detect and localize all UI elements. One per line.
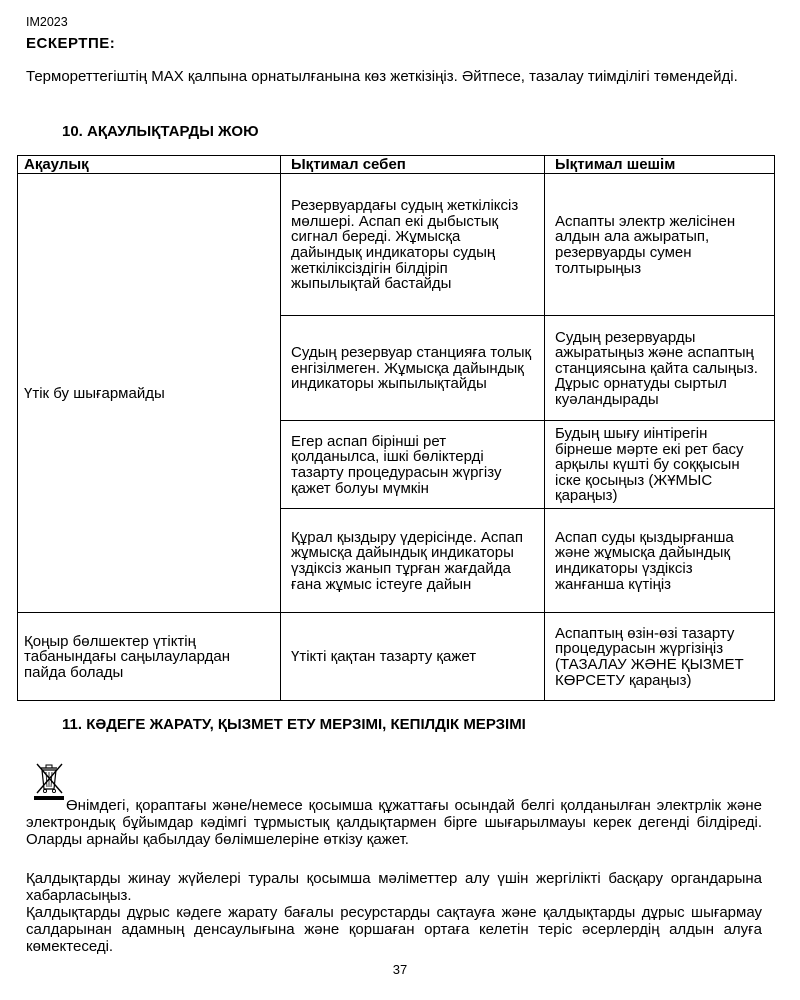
solution-cell: Аспап суды қыздырғанша және жұмысқа дайындық индикаторы үздіксіз жанғанша күтіңіз — [545, 509, 775, 613]
cause-cell: Резервуардағы судың жеткіліксіз мөлшері. Аспап екі дыбыстық сигнал береді. Жұмысқа дайындық индикаторы судың жеткіліксіздігін білдіріп жыпылықтай бастайды — [281, 174, 545, 316]
cause-cell: Құрал қыздыру үдерісінде. Аспап жұмысқа дайындық индикаторы үздіксіз жанып тұрған жағдайда ғана жұмыс істеуге дайын — [281, 509, 545, 613]
cause-cell: Үтікті қақтан тазарту қажет — [281, 613, 545, 701]
section-10-heading: 10. АҚАУЛЫҚТАРДЫ ЖОЮ — [62, 123, 259, 140]
problem-cell: Қоңыр бөлшектер үтіктің табанындағы саңылаулардан пайда болады — [18, 613, 281, 701]
crossed-bin-icon — [32, 762, 66, 800]
troubleshooting-table — [17, 155, 775, 701]
disposal-paragraph-2: Қалдықтарды жинау жүйелері туралы қосымша мәліметтер алу үшін жергілікті басқару органдарына хабарласыңыз. — [26, 870, 762, 904]
table-row — [18, 613, 775, 701]
disposal-paragraph-1: Өнімдегі, қораптағы және/немесе қосымша құжаттағы осындай белгі қолданылған электрлік және электрондық бұйымдар кәдімгі тұрмыстық қалдықтармен бірге шығарылмауы керек дегенді білдіреді. Оларды арнайы қабылдау бөлімшелеріне өткізу қажет. — [26, 797, 762, 848]
solution-cell: Аспапты электр желісінен алдын ала ажыратып, резервуарды сумен толтырыңыз — [545, 174, 775, 316]
page-number: 37 — [392, 962, 408, 977]
table-header-row — [18, 156, 775, 174]
solution-cell: Будың шығу иінтірегін бірнеше мәрте екі рет басу арқылы күшті бу соққысын іске қосыңыз (ЖҰМЫС қараңыз) — [545, 421, 775, 509]
model-code: IM2023 — [26, 15, 68, 29]
cause-cell: Судың резервуар станцияға толық енгізілмеген. Жұмысқа дайындық индикаторы жыпылықтайды — [281, 316, 545, 421]
section-11-heading: 11. КӘДЕГЕ ЖАРАТУ, ҚЫЗМЕТ ЕТУ МЕРЗІМІ, КЕПІЛДІК МЕРЗІМІ — [62, 716, 526, 733]
solution-cell: Аспаптың өзін-өзі тазарту процедурасын жүргізіңіз (ТАЗАЛАУ ЖӘНЕ ҚЫЗМЕТ КӨРСЕТУ қараңыз) — [545, 613, 775, 701]
problem-cell: Үтік бу шығармайды — [18, 174, 281, 613]
column-header-problem: Ақаулық — [18, 156, 281, 174]
cause-cell: Егер аспап бірінші рет қолданылса, ішкі бөліктерді тазарту процедурасын жүргізу қажет болуы мүмкін — [281, 421, 545, 509]
table-row — [18, 174, 775, 316]
warning-text: Термореттегіштің MAX қалпына орнатылғанына көз жеткізіңіз. Әйтпесе, тазалау тиімділігі төмендейді. — [26, 68, 738, 85]
warning-title: ЕСКЕРТПЕ: — [26, 35, 116, 52]
disposal-paragraph-3: Қалдықтарды дұрыс кәдеге жарату бағалы ресурстарды сақтауға және қалдықтарды дұрыс шығармау салдарынан адамның денсаулығына және қоршаған ортаға келетін теріс әсерлердің алдын алуға көмектеседі. — [26, 904, 762, 955]
column-header-cause: Ықтимал себеп — [281, 156, 545, 174]
solution-cell: Судың резервуарды ажыратыңыз және аспаптың станциясына қайта салыңыз. Дұрыс орнатуды сыртыл куәландырады — [545, 316, 775, 421]
column-header-solution: Ықтимал шешім — [545, 156, 775, 174]
